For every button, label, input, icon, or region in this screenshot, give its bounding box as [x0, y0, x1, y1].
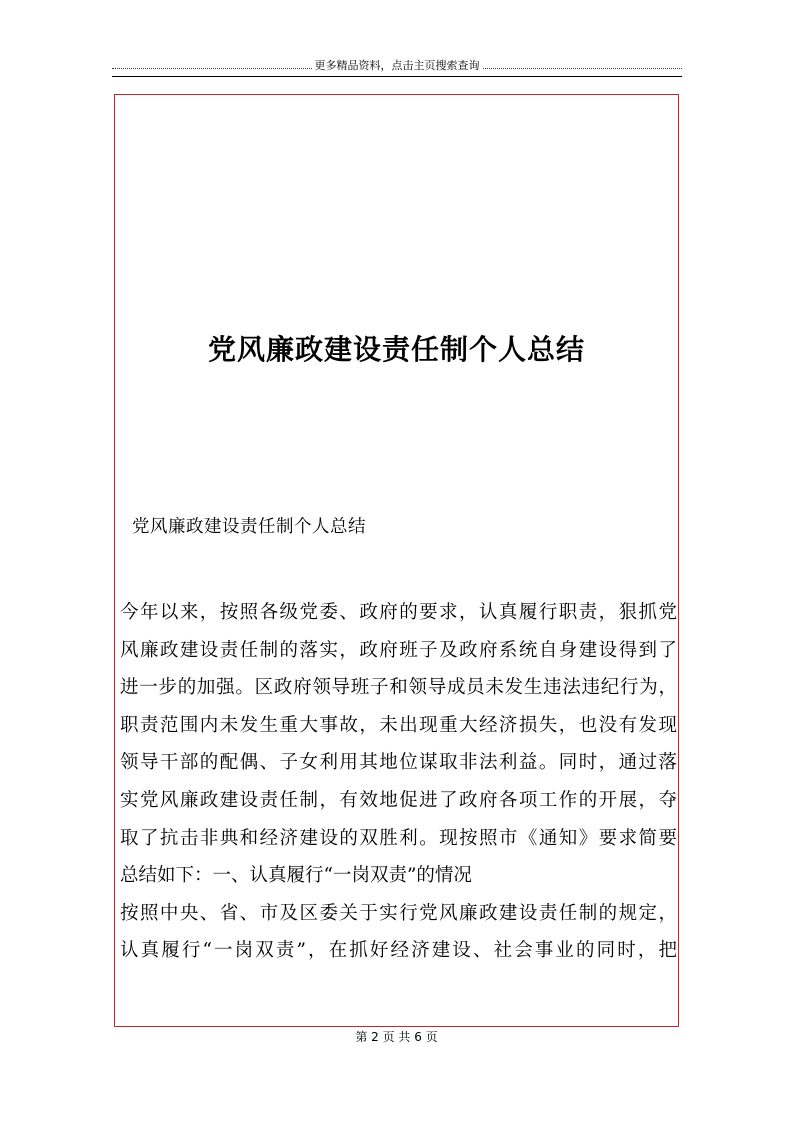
- body-line: 进一步的加强。区政府领导班子和领导成员未发生违法违纪行为，: [120, 677, 677, 699]
- page-number: 第 2 页 共 6 页: [355, 1030, 438, 1044]
- body-line: 总结如下：一、认真履行“一岗双责”的情况: [120, 865, 472, 887]
- body-line: 取了抗击非典和经济建设的双胜利。现按照市《通知》要求简要: [120, 827, 677, 849]
- body-line: 风廉政建设责任制的落实，政府班子及政府系统自身建设得到了: [120, 639, 677, 661]
- header-text: 更多精品资料，点击主页搜索查询: [314, 59, 480, 72]
- document-body: [120, 594, 677, 970]
- body-line: 职责范围内未发生重大事故，未出现重大经济损失，也没有发现: [120, 714, 677, 736]
- page-header: [112, 58, 682, 77]
- document-title: 党风廉政建设责任制个人总结: [207, 333, 585, 366]
- body-line: 实党风廉政建设责任制，有效地促进了政府各项工作的开展，夺: [120, 789, 677, 811]
- body-line: 按照中央、省、市及区委关于实行党风廉政建设责任制的规定，: [120, 902, 677, 924]
- body-line: 认真履行“一岗双责”，在抓好经济建设、社会事业的同时，把: [120, 940, 677, 962]
- body-line: 领导干部的配偶、子女利用其地位谋取非法利益。同时，通过落: [120, 752, 677, 774]
- document-subtitle: 党风廉政建设责任制个人总结: [132, 517, 366, 537]
- body-line: 今年以来，按照各级党委、政府的要求，认真履行职责，狠抓党: [120, 602, 677, 623]
